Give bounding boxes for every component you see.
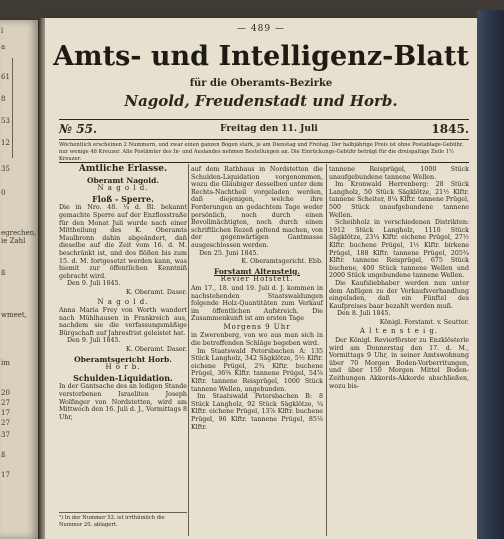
left-page-edge <box>0 20 40 539</box>
notice-signature: Königl. Forstamt. v. Seutter. <box>379 318 469 326</box>
left-fragment: 8 <box>1 95 6 103</box>
column-divider <box>326 164 327 536</box>
publication-notice: Wöchentlich erscheinen 2 Nummern, und zwar einen ganzen Bogen stark, je am Dienstag und Freitag. Der halbjährige Preis ist ohne Postablage-Gebühr, nur wenige 48 Kreuzer. Alle Postämter des In- und Auslandes nehmen Bestellungen an. Die Einrückungs-Gebühr beträgt für die dreispaltige Zeile 1½ Kreuzer. <box>59 142 464 162</box>
left-fragment: 35 <box>1 165 10 173</box>
left-fragment: 37 <box>1 431 10 439</box>
office-heading: Oberamt Nagold. <box>86 175 160 185</box>
section-heading: Amtliche Erlasse. <box>78 164 168 174</box>
notice-text: Anna Maria Frey von Worth wandert nach Mühlhausen in Frankreich aus, nachdem sie die verfassungsmäßige Bürgschaft auf Jahresfrist geleistet hat. <box>59 307 187 337</box>
place-heading: N a g o l d. <box>97 297 149 306</box>
newspaper-page <box>45 18 477 539</box>
notice-text: Scheibholz in verschiedenen Distrikten: 1912 Stück Langholz, 1110 Stück Sägklötze, 23¼ Klftr. eichene Prügel, 27½ Klftr. buchene Prügel, 1½ Klftr. birkene Prügel, 188 Klftr. tannene Prügel, 205¾ Klftr. tannene Reisprügel, 675 Stück buchene, 400 Stück tannene Wellen und 2000 Stück ungebundene tannene Wellen. <box>329 219 469 280</box>
left-fragment: ie Zahl <box>1 237 26 245</box>
notice-date: Den 25. Juni 1845. <box>199 249 259 257</box>
notice-text: Im Kronwald Herrenberg: 28 Stück Langholz, 50 Stück Sägklötze, 21½ Klftr. tannene Scheiter, 8¼ Klftr. tannene Prügel, 500 Stück unaufgebundene tannene Wellen. <box>329 181 469 219</box>
column-3 <box>329 166 469 390</box>
time-line: Morgens 9 Uhr <box>223 322 291 331</box>
notice-text: Der Königl. Revierförster zu Enzklösterle wird am Donnerstag den 17. d. M., Vormittags 9 Uhr, in seiner Amtswohnung über 70 Morgen Boden-Vorberritungen, und über 150 Morgen Mittel Boden-Zeithungen Akkords-Akkorde abschließen, wozu bis- <box>329 337 469 390</box>
notice-date: Den 8. Juli 1845. <box>337 310 391 318</box>
notice-text: In der Gantsache des an ledigen Stande verstorbenen Israeliten Joseph Wolfinger von Nordstetten, wird am Mittwoch den 16. Juli d. J., Vormittags 8 Uhr, <box>59 383 187 421</box>
left-fragment: 17 <box>1 409 10 417</box>
left-fragment: 0 <box>1 189 6 197</box>
column-2 <box>191 166 323 431</box>
notice-text: tannene Reisprügel, 1000 Stück unaufgebundene tannene Wellen. <box>329 166 469 181</box>
left-fragment: ß <box>1 451 6 459</box>
notice-title: Schulden-Liquidation. <box>73 372 173 383</box>
notice-rule <box>59 162 469 163</box>
place-heading: H o r b. <box>105 363 141 372</box>
footnote: ¹) In der Nummer 53. ist irrthümlich die Nummer 20. ablagert. <box>59 512 187 528</box>
left-fragment: 20 <box>1 389 10 397</box>
place-heading: N a g o l d. <box>97 184 149 193</box>
masthead-title: Amts- und Intelligenz-Blatt <box>53 41 469 72</box>
left-fragment: 17 <box>1 471 10 479</box>
left-fragment: 61 <box>1 73 10 81</box>
notice-text: Die in Nro. 48. ¼ d. Bl. bekannt gemachte Sperre auf der Enzflosstraße für den Monat Juli wurde nach einer Mittheilung des K. Oberamts Maulbronn dahin abgeändert, daß dieselbe auf die Zeit vom 16. d. M. beschränkt ist, und dos flößen bis zum 15. d. M. fortgesetzt werden kann, was hiemit zur öffentlichen Kenntniß gebracht wird. <box>59 204 187 280</box>
office-heading: Forstamt Altensteig. <box>214 266 300 276</box>
left-fragment: 27 <box>1 419 10 427</box>
top-background <box>0 0 504 18</box>
left-fragment: a <box>1 43 6 51</box>
sub-heading: Revier Hofstett. <box>220 275 294 284</box>
left-fragment: egrechen, <box>1 229 37 237</box>
notice-text: in Zwerenberg, von wo aus man sich in die betreffenden Schläge begeben wird. <box>191 332 323 348</box>
notice-text: auf dem Rathhaus in Nordstetten die Schulden-Liquidation vorgenommen, wozu die Gläubiger desselben unter dem Rechts-Nachtheil vorgeladen werden, daß diejenigen, welche ihre Forderungen an gedachtem Tage weder persönlich, noch durch einen Bevollmächtigten, noch durch einen schriftlichen Rezeß geltend machen, von der gegenwärtigen Gantmasse ausgeschlossen werden. <box>191 166 323 249</box>
notice-title: Floß - Sperre. <box>92 193 154 204</box>
left-fragment: 27 <box>1 399 10 407</box>
left-page-rule <box>12 58 13 158</box>
notice-signature: K. Oberamt. Daser. <box>126 346 187 354</box>
office-heading: Oberamtsgericht Horb. <box>74 354 172 364</box>
left-fragment: ß <box>1 269 6 277</box>
left-fragment: wmeet, <box>1 311 27 319</box>
masthead-districts: Nagold, Freudenstadt und Horb. <box>124 92 398 110</box>
page-number: — 489 — <box>237 24 285 34</box>
notice-signature: K. Oberamtsgericht. Ebb. <box>241 258 323 266</box>
issue-date: Freitag den 11. Juli <box>220 124 318 134</box>
notice-text: Im Staatswald Petersbachen A: 135 Stück Langholz, 342 Sägklötze, 5½ Klftr. eichene Prügel, 2¾ Klftr. buchene Prügel, 36⅜ Klftr. tannene Prügel, 54⅞ Klftr. tannene Reisprügel, 1000 Stück tannene Wellen, ungebunden. <box>191 347 323 393</box>
header-rule-top <box>59 119 469 120</box>
left-fragment: 53 <box>1 117 10 125</box>
left-fragment: l <box>1 27 4 35</box>
notice-date: Den 9. Juli 1845. <box>67 337 121 345</box>
notice-signature: K. Oberamt. Daser. <box>126 288 187 296</box>
column-divider <box>188 164 189 536</box>
issue-number: № 55. <box>59 122 98 136</box>
masthead-subtitle: für die Oberamts-Bezirke <box>189 78 333 89</box>
column-1 <box>59 166 187 421</box>
left-fragment: 12 <box>1 139 10 147</box>
notice-text: Die Kaufsliebhaber werden nun unter dem Anfügen zu der Verkaufsverhandlung eingeladen, daß ein Fünftel des Kaufpreises baar bezahlt werden muß. <box>329 279 469 310</box>
notice-date: Den 9. Juli 1845. <box>67 280 121 288</box>
book-spine <box>477 10 504 539</box>
left-fragment: im <box>1 359 10 367</box>
issue-row <box>59 122 469 138</box>
notice-text: Im Staatswald Petersbachen B: 8 Stück Langholz, 92 Stück Sägklötze, ¼ Klftr. eichene Prügel, 13⅞ Klftr. buchene Prügel, 96 Klftr. tannene Prügel, 85⅛ Klftr. <box>191 393 323 431</box>
place-heading: A l t e n s t e i g. <box>359 327 439 336</box>
issue-year: 1845. <box>431 122 469 136</box>
notice-text: Am 17., 18. und 19. Juli d. J. kommen in nachstehenden Staatswaldungen folgende Holz-Quantitäten zum Verkauf im öffentlichen Aufstreich. Die Zusammenkunft ist am ersten Tage <box>191 284 323 323</box>
header-rule-bottom <box>59 139 469 140</box>
